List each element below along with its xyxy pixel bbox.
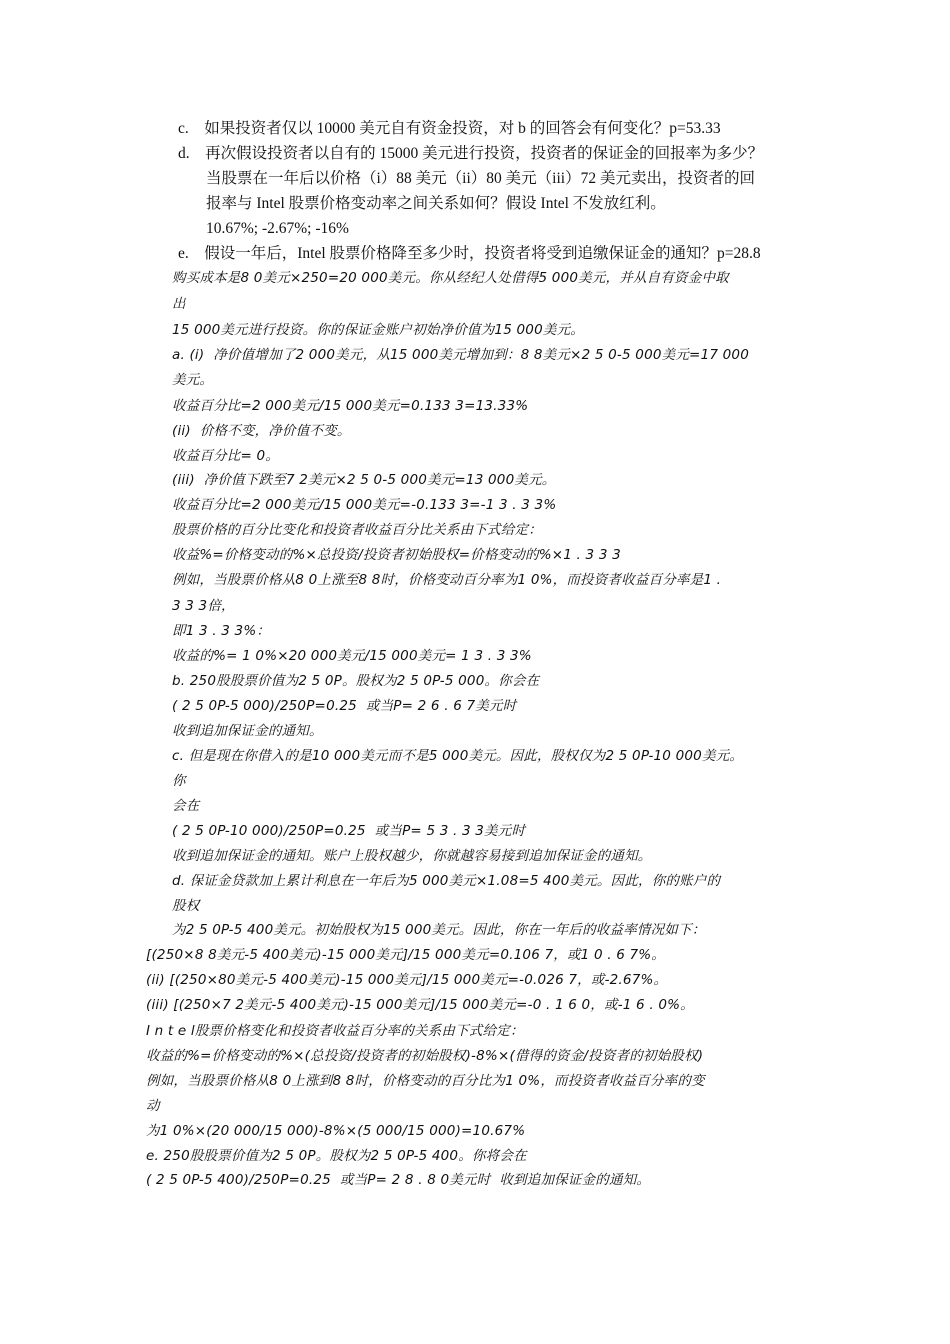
answer-line: (iii) [(250×7 2美元-5 400美元)-15 000美元]/15 000美元=-0 . 1 6 0，或-1 6 . 0%。 <box>146 997 694 1013</box>
answer-line: 收益的%=价格变动的%×(总投资/投资者的初始股权)-8%×(借得的资金/投资者的初始股权) <box>146 1048 704 1064</box>
answer-line: ( 2 5 0P-5 000)/250P=0.25 或当P= 2 6 . 6 7美元时 <box>172 698 517 714</box>
question-d-answer: 10.67%; -2.67%; -16% <box>206 220 349 237</box>
answer-line: 动 <box>146 1098 160 1114</box>
answer-line: 收益%=价格变动的%×总投资/投资者初始股权=价格变动的%×1 . 3 3 3 <box>172 547 621 563</box>
answer-line: c. 但是现在你借入的是10 000美元而不是5 000美元。因此，股权仅为2 5 0P-10 000美元。 <box>172 748 744 764</box>
answer-line: 收益百分比=2 000美元/15 000美元=0.133 3=13.33% <box>172 398 529 414</box>
answer-line: 例如，当股票价格从8 0上涨至8 8时，价格变动百分率为1 0%，而投资者收益百分率是1 . <box>172 572 722 588</box>
answer-line: 例如，当股票价格从8 0上涨到8 8时，价格变动的百分比为1 0%，而投资者收益百分率的变 <box>146 1073 705 1089</box>
answer-line: e. 250股股票价值为2 5 0P。股权为2 5 0P-5 400。你将会在 <box>146 1148 527 1164</box>
answer-line: 股权 <box>172 898 200 914</box>
answer-line: 收益百分比=2 000美元/15 000美元=-0.133 3=-1 3 . 3 3% <box>172 497 557 513</box>
question-d-line-2: 当股票在一年后以价格（i）88 美元（ii）80 美元（iii）72 美元卖出，投资者的回 <box>206 170 755 187</box>
answer-line: 为2 5 0P-5 400美元。初始股权为15 000美元。因此，你在一年后的收益率情况如下： <box>172 922 706 938</box>
answer-line: 你 <box>172 773 186 789</box>
answer-line: I n t e l股票价格变化和投资者收益百分率的关系由下式给定： <box>146 1023 524 1039</box>
answer-line: (iii) 净价值下跌至7 2美元×2 5 0-5 000美元=13 000美元。 <box>172 472 556 488</box>
question-d: d. 再次假设投资者以自有的 15000 美元进行投资，投资者的保证金的回报率为多少？ <box>178 145 764 162</box>
answer-line: [(250×8 8美元-5 400美元)-15 000美元]/15 000美元=0.106 7，或1 0 . 6 7%。 <box>146 947 666 963</box>
answer-line: 股票价格的百分比变化和投资者收益百分比关系由下式给定： <box>172 522 542 538</box>
answer-line: 收益百分比= 0。 <box>172 448 279 464</box>
answer-line: ( 2 5 0P-5 400)/250P=0.25 或当P= 2 8 . 8 0美元时 收到追加保证金的通知。 <box>146 1172 651 1188</box>
answer-line: (ii) [(250×80美元-5 400美元)-15 000美元]/15 000美元=-0.026 7，或-2.67%。 <box>146 972 668 988</box>
answer-line: 购买成本是8 0美元×250=20 000美元。你从经纪人处借得5 000美元，并从自有资金中取 <box>172 270 729 286</box>
answer-line: ( 2 5 0P-10 000)/250P=0.25 或当P= 5 3 . 3 3美元时 <box>172 823 526 839</box>
answer-line: 美元。 <box>172 372 214 388</box>
answer-line: b. 250股股票价值为2 5 0P。股权为2 5 0P-5 000。你会在 <box>172 673 540 689</box>
answer-line: 收到追加保证金的通知。 <box>172 723 323 739</box>
answer-line: (ii) 价格不变，净价值不变。 <box>172 423 351 439</box>
answer-line: a. (i) 净价值增加了2 000美元，从15 000美元增加到：8 8美元×2 5 0-5 000美元=17 000 <box>172 347 750 363</box>
answer-line: 即1 3 . 3 3%： <box>172 623 271 639</box>
answer-line: 15 000美元进行投资。你的保证金账户初始净价值为15 000美元。 <box>172 322 584 338</box>
question-d-line-3: 报率与 Intel 股票价格变动率之间关系如何？假设 Intel 不发放红利。 <box>206 195 666 212</box>
question-e: e. 假设一年后，Intel 股票价格降至多少时，投资者将受到追缴保证金的通知？p=28.8 <box>178 245 761 262</box>
question-c: c. 如果投资者仅以 10000 美元自有资金投资，对 b 的回答会有何变化？p=53.33 <box>178 120 721 137</box>
answer-line: 为1 0%×(20 000/15 000)-8%×(5 000/15 000)=10.67% <box>146 1123 526 1139</box>
answer-line: 会在 <box>172 798 200 814</box>
answer-line: 出 <box>172 296 186 312</box>
answer-line: 收到追加保证金的通知。账户上股权越少，你就越容易接到追加保证金的通知。 <box>172 848 652 864</box>
answer-line: 3 3 3倍， <box>172 598 235 614</box>
answer-line: 收益的%= 1 0%×20 000美元/15 000美元= 1 3 . 3 3% <box>172 648 532 664</box>
answer-line: d. 保证金贷款加上累计利息在一年后为5 000美元×1.08=5 400美元。因此，你的账户的 <box>172 873 721 889</box>
